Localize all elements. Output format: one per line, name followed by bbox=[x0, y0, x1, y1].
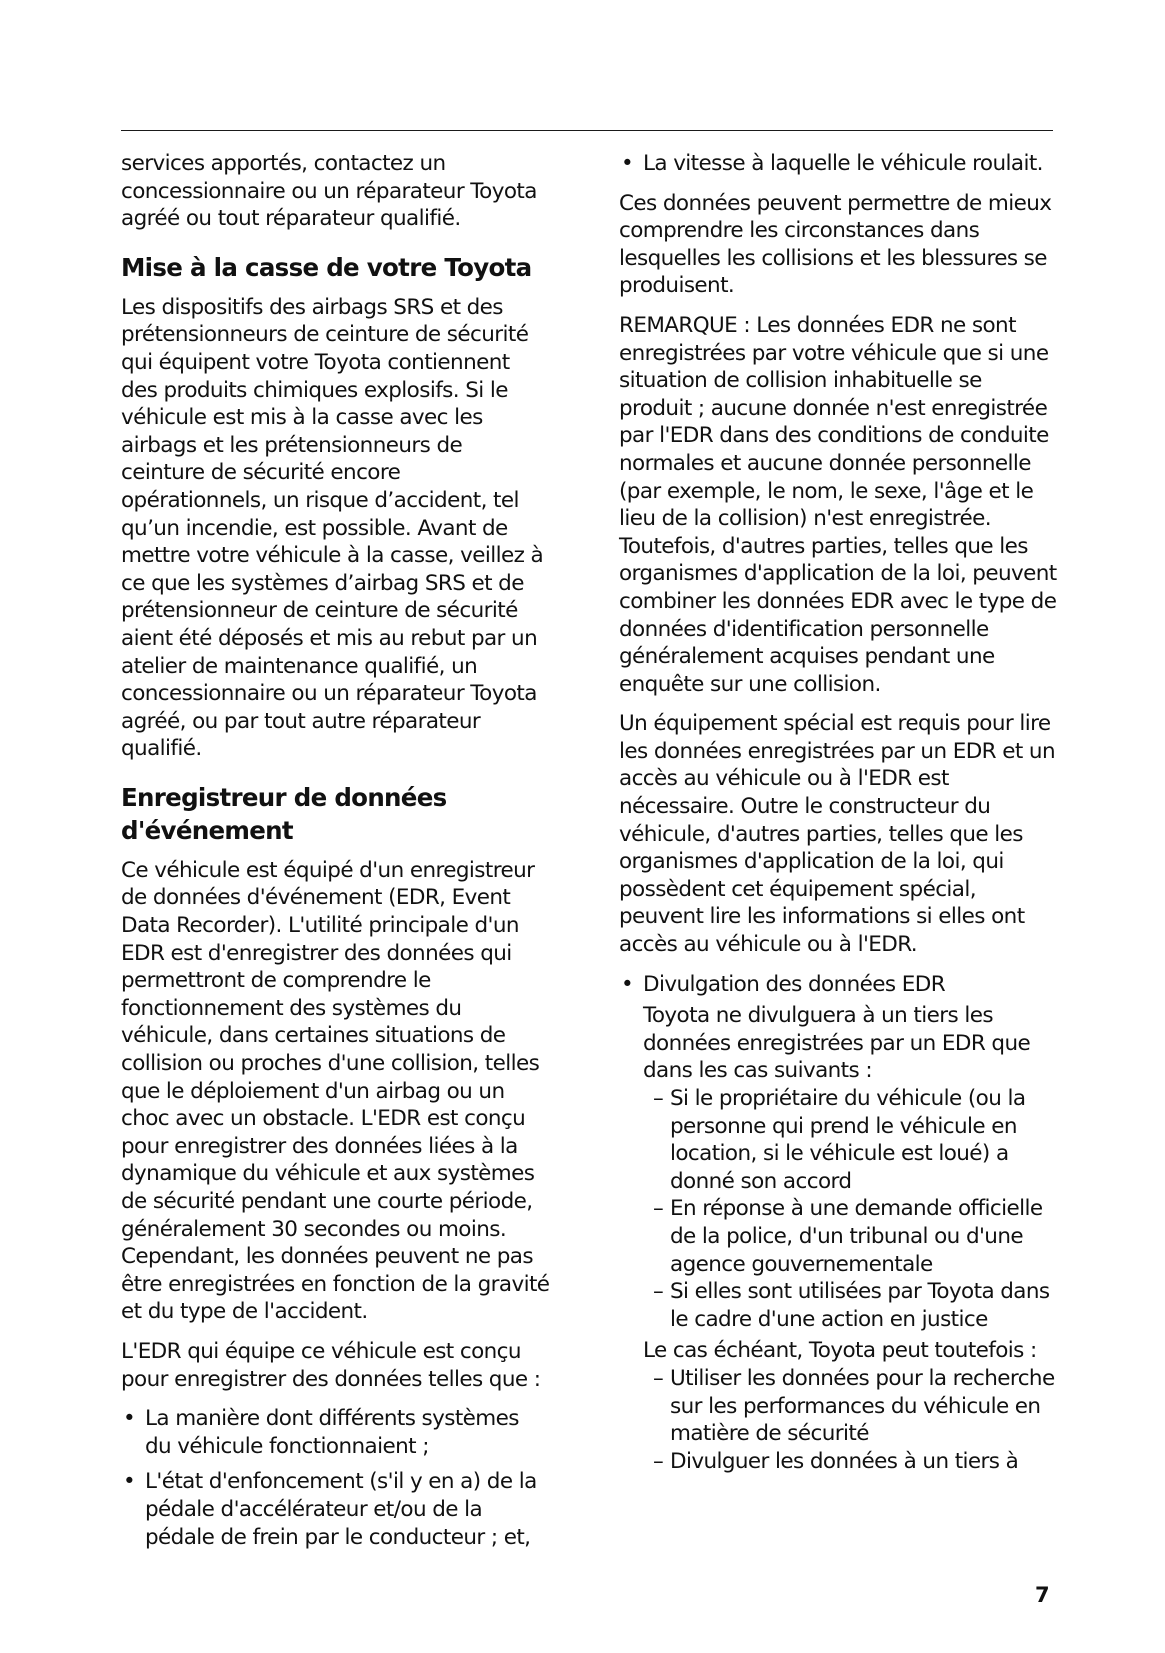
toyota-may-intro: Le cas échéant, Toyota peut toutefois : bbox=[643, 1338, 1037, 1364]
toyota-may-list bbox=[643, 1365, 1059, 1475]
list-item: • L'état d'enfoncement (s'il y en a) de la pédale d'accélérateur et/ou de la pédale de frein par le conducteur ; et, bbox=[121, 1468, 551, 1551]
list-item: • La vitesse à laquelle le véhicule roulait. bbox=[619, 150, 1059, 178]
disclosure-intro: Toyota ne divulguera à un tiers les données enregistrées par un EDR que dans les cas suivants : bbox=[643, 1003, 1031, 1084]
edr-paragraph: Ce véhicule est équipé d'un enregistreur de données d'événement (EDR, Event Data Recorder). L'utilité principale d'un EDR est d'enregistrer des données qui permettront de comprendre le fonctionnement des systèmes du véhicule, dans certaines situations de collision ou proches d'une collision, telles que le déploiement d'un airbag ou un choc avec un obstacle. L'EDR est conçu pour enregistrer des données liées à la dynamique du véhicule et aux systèmes de sécurité pendant une courte période, généralement 30 secondes ou moins. Cependant, les données peuvent ne pas être enregistrées en fonction de la gravité et du type de l'accident. bbox=[121, 857, 550, 1325]
understanding-paragraph: Ces données peuvent permettre de mieux comprendre les circonstances dans lesquelles les collisions et les blessures se produisent. bbox=[619, 190, 1052, 299]
disclosure-heading: Divulgation des données EDR bbox=[643, 971, 946, 997]
disclosure-cases bbox=[643, 1085, 1059, 1333]
disclosure-list bbox=[619, 971, 1059, 1476]
section-title-scrapping: Mise à la casse de votre Toyota bbox=[121, 252, 532, 282]
list-item: – Si elles sont utilisées par Toyota dans le cadre d'une action en justice bbox=[643, 1278, 1059, 1333]
note-paragraph: REMARQUE : Les données EDR ne sont enregistrées par votre véhicule que si une situation de collision inhabituelle se produit ; aucune donnée n'est enregistrée par l'EDR dans des conditions de conduite normales et aucune donnée personnelle (par exemple, le nom, le sexe, l'âge et le lieu de la collision) n'est enregistrée. Toutefois, d'autres parties, telles que les organismes d'application de la loi, peuvent combiner les données EDR avec le type de données d'identification personnelle généralement acquises pendant une enquête sur une collision. bbox=[619, 312, 1057, 697]
list-item: – En réponse à une demande officielle de la police, d'un tribunal ou d'une agence gouvernementale bbox=[643, 1195, 1059, 1278]
list-item: – Divulguer les données à un tiers à bbox=[643, 1448, 1059, 1476]
page-number: 7 bbox=[1035, 1583, 1050, 1607]
equipment-paragraph: Un équipement spécial est requis pour lire les données enregistrées par un EDR et un accès au véhicule ou à l'EDR est nécessaire. Outre le constructeur du véhicule, d'autres parties, telles que les organismes d'application de la loi, qui possèdent cet équipement spécial, peuvent lire les informations si elles ont accès au véhicule ou à l'EDR. bbox=[619, 711, 1055, 958]
scrapping-paragraph: Les dispositifs des airbags SRS et des prétensionneurs de ceinture de sécurité qui équipent votre Toyota contiennent des produits chimiques explosifs. Si le véhicule est mis à la casse avec les airbags et les prétensionneurs de ceinture de sécurité encore opérationnels, un risque d’accident, tel qu’un incendie, est possible. Avant de mettre votre véhicule à la casse, veillez à ce que les systèmes d’airbag SRS et de prétensionneur de ceinture de sécurité aient été déposés et mis au rebut par un atelier de maintenance qualifié, un concessionnaire ou un réparateur Toyota agréé, ou par tout autre réparateur qualifié. bbox=[121, 294, 544, 762]
intro-paragraph: services apportés, contactez un concessionnaire ou un réparateur Toyota agréé ou tout réparateur qualifié. bbox=[121, 151, 537, 232]
edr-data-intro: L'EDR qui équipe ce véhicule est conçu pour enregistrer des données telles que : bbox=[121, 1338, 541, 1392]
right-column bbox=[619, 150, 1059, 1487]
left-column bbox=[121, 150, 551, 1563]
list-item: – Utiliser les données pour la recherche sur les performances du véhicule en matière de sécurité bbox=[643, 1365, 1059, 1448]
edr-data-list bbox=[121, 1405, 551, 1551]
edr-data-list-continued bbox=[619, 150, 1059, 178]
disclosure-item bbox=[619, 971, 1059, 1476]
header-rule bbox=[121, 130, 1053, 131]
list-item: • La manière dont différents systèmes du véhicule fonctionnaient ; bbox=[121, 1405, 551, 1460]
list-item: – Si le propriétaire du véhicule (ou la personne qui prend le véhicule en location, si le véhicule est loué) a donné son accord bbox=[643, 1085, 1059, 1195]
section-title-edr: Enregistreur de données d'événement bbox=[121, 782, 447, 845]
